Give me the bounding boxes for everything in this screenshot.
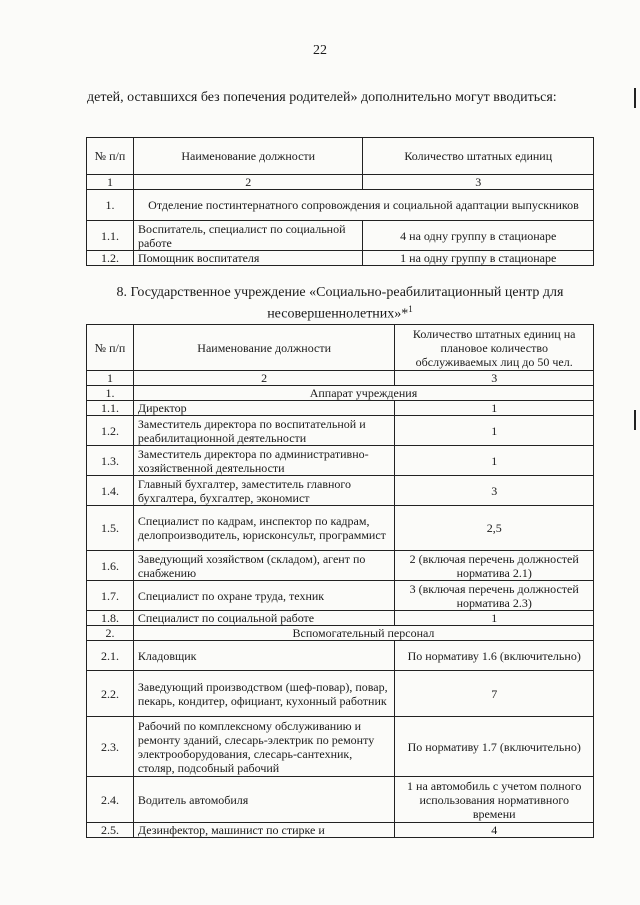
row-quantity: 4 [395,823,594,838]
row-quantity: 4 на одну группу в стационаре [363,221,594,251]
row-position: Кладовщик [133,641,394,671]
section-num: 1. [87,190,134,221]
row-quantity: 7 [395,671,594,717]
row-num: 1.5. [87,506,134,551]
footnote-mark: 1 [408,304,413,314]
row-quantity: 2,5 [395,506,594,551]
header-quantity: Количество штатных единиц на плановое количество обслуживаемых лиц до 50 чел. [395,325,594,371]
staff-table-2 [86,324,594,838]
header-num: № п/п [87,325,134,371]
row-num: 1.4. [87,476,134,506]
row-quantity: 3 [395,476,594,506]
row-position: Воспитатель, специалист по социальной работе [133,221,363,251]
group-title: Вспомогательный персонал [133,626,593,641]
group-num: 1. [87,386,134,401]
staff-table-1 [86,137,594,266]
row-quantity: 1 [395,401,594,416]
header-position: Наименование должности [133,138,363,175]
scan-edge-mark [634,410,636,430]
row-position: Директор [133,401,394,416]
row-num: 1.6. [87,551,134,581]
row-quantity: 2 (включая перечень должностей норматива 2.1) [395,551,594,581]
row-position: Заведующий хозяйством (складом), агент по снабжению [133,551,394,581]
row-quantity: По нормативу 1.7 (включительно) [395,717,594,777]
group-num: 2. [87,626,134,641]
index-cell: 3 [363,175,594,190]
row-quantity: 1 на одну группу в стационаре [363,251,594,266]
row-num: 2.4. [87,777,134,823]
row-num: 1.1. [87,221,134,251]
header-num: № п/п [87,138,134,175]
row-position: Помощник воспитателя [133,251,363,266]
row-position: Дезинфектор, машинист по стирке и [133,823,394,838]
row-num: 1.8. [87,611,134,626]
row-num: 1.2. [87,251,134,266]
row-num: 2.1. [87,641,134,671]
group-title: Аппарат учреждения [133,386,593,401]
row-position: Заместитель директора по административно-хозяйственной деятельности [133,446,394,476]
row-quantity: 1 [395,416,594,446]
row-position: Рабочий по комплексному обслуживанию и ремонту зданий, слесарь-электрик по ремонту электрооборудования, слесарь-сантехник, столяр, подсобный рабочий [133,717,394,777]
index-cell: 2 [133,371,394,386]
header-quantity: Количество штатных единиц [363,138,594,175]
row-quantity: По нормативу 1.6 (включительно) [395,641,594,671]
row-position: Главный бухгалтер, заместитель главного бухгалтера, бухгалтер, экономист [133,476,394,506]
row-position: Специалист по охране труда, техник [133,581,394,611]
row-quantity: 1 [395,611,594,626]
section-8-title: 8. Государственное учреждение «Социально-реабилитационный центр для несовершеннолетних»*$^1$ [116,285,564,322]
row-num: 1.7. [87,581,134,611]
row-num: 1.3. [87,446,134,476]
row-position: Специалист по кадрам, инспектор по кадрам, делопроизводитель, юрисконсульт, программист [133,506,394,551]
row-quantity: 1 на автомобиль с учетом полного использования нормативного времени [395,777,594,823]
row-num: 1.1. [87,401,134,416]
row-num: 2.5. [87,823,134,838]
row-quantity: 1 [395,446,594,476]
scan-edge-mark [634,88,636,108]
index-cell: 1 [87,371,134,386]
index-cell: 1 [87,175,134,190]
row-position: Заведующий производством (шеф-повар), повар, пекарь, кондитер, официант, кухонный работник [133,671,394,717]
index-cell: 2 [133,175,363,190]
row-position: Водитель автомобиля [133,777,394,823]
row-num: 1.2. [87,416,134,446]
row-position: Заместитель директора по воспитательной и реабилитационной деятельности [133,416,394,446]
page-number: 22 [313,43,327,58]
section-title: Отделение постинтернатного сопровождения и социальной адаптации выпускников [133,190,593,221]
row-quantity: 3 (включая перечень должностей норматива 2.3) [395,581,594,611]
intro-paragraph: детей, оставшихся без попечения родителей» дополнительно могут вводиться: [87,90,557,105]
row-num: 2.3. [87,717,134,777]
row-position: Специалист по социальной работе [133,611,394,626]
header-position: Наименование должности [133,325,394,371]
row-num: 2.2. [87,671,134,717]
index-cell: 3 [395,371,594,386]
